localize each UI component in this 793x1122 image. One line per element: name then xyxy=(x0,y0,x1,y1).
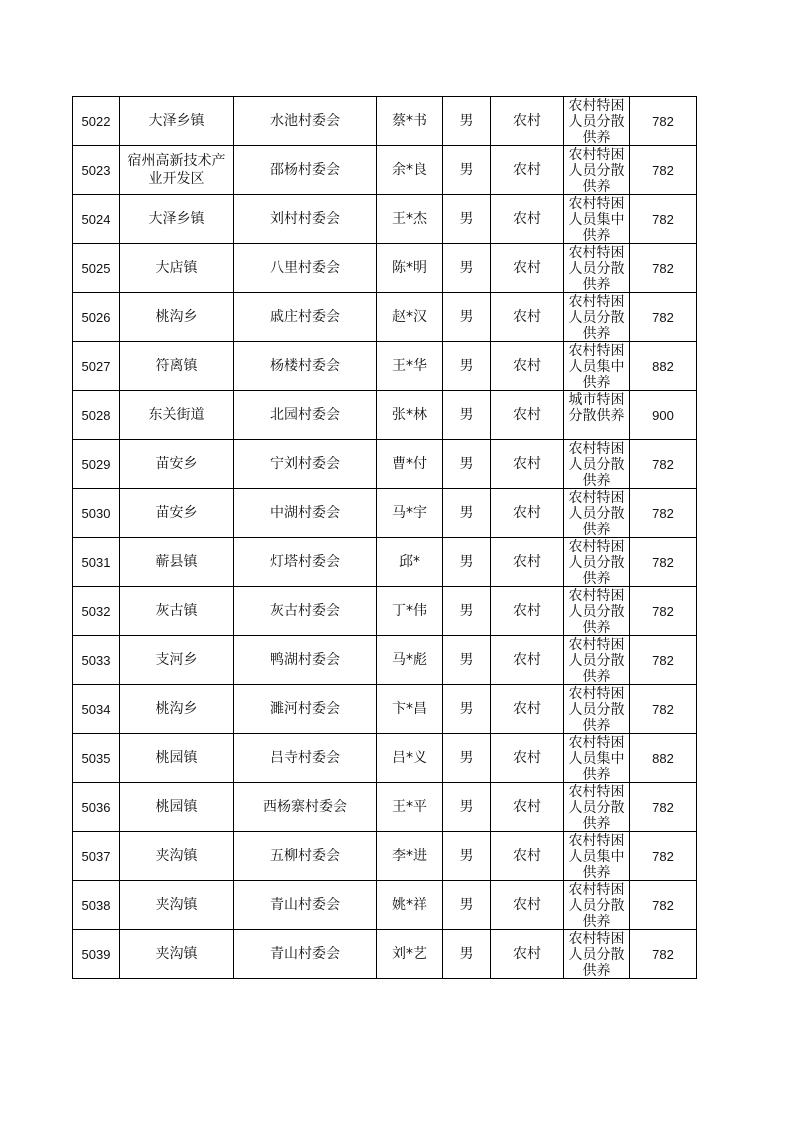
category-cell xyxy=(564,783,630,832)
table-row xyxy=(73,636,697,685)
village-cell: 吕寺村委会 xyxy=(234,734,377,783)
category-cell xyxy=(564,930,630,979)
area-cell: 农村 xyxy=(491,97,564,146)
person-name: 王*平 xyxy=(377,783,443,832)
area-cell: 农村 xyxy=(491,783,564,832)
gender-cell: 男 xyxy=(443,636,491,685)
person-name: 赵*汉 xyxy=(377,293,443,342)
amount-cell: 782 xyxy=(630,440,697,489)
town-cell xyxy=(120,685,234,734)
village-cell: 北园村委会 xyxy=(234,391,377,440)
amount-cell: 882 xyxy=(630,734,697,783)
category-cell xyxy=(564,440,630,489)
record-id: 5033 xyxy=(73,636,120,685)
gender-cell: 男 xyxy=(443,489,491,538)
category-cell xyxy=(564,685,630,734)
town-cell xyxy=(120,538,234,587)
village-cell: 水池村委会 xyxy=(234,97,377,146)
category-text: 农村特困人员分散供养 xyxy=(568,244,625,292)
village-cell: 青山村委会 xyxy=(234,930,377,979)
table-row xyxy=(73,342,697,391)
category-cell xyxy=(564,734,630,783)
table-row xyxy=(73,538,697,587)
person-name: 马*彪 xyxy=(377,636,443,685)
category-cell xyxy=(564,881,630,930)
amount-cell: 782 xyxy=(630,489,697,538)
area-cell: 农村 xyxy=(491,391,564,440)
record-id: 5027 xyxy=(73,342,120,391)
category-text: 农村特困人员分散供养 xyxy=(568,685,625,733)
category-text: 农村特困人员分散供养 xyxy=(568,930,625,978)
person-name: 张*林 xyxy=(377,391,443,440)
area-cell: 农村 xyxy=(491,881,564,930)
town-name: 桃园镇 xyxy=(155,799,198,815)
village-cell: 邵杨村委会 xyxy=(234,146,377,195)
gender-cell: 男 xyxy=(443,587,491,636)
amount-cell: 782 xyxy=(630,636,697,685)
category-text: 城市特困分散供养 xyxy=(568,391,625,424)
village-cell: 灯塔村委会 xyxy=(234,538,377,587)
town-name: 蕲县镇 xyxy=(155,554,198,570)
person-name: 邱* xyxy=(377,538,443,587)
area-cell: 农村 xyxy=(491,293,564,342)
category-cell xyxy=(564,342,630,391)
category-text: 农村特困人员集中供养 xyxy=(568,832,625,880)
town-cell xyxy=(120,881,234,930)
area-cell: 农村 xyxy=(491,832,564,881)
amount-cell: 882 xyxy=(630,342,697,391)
town-cell xyxy=(120,342,234,391)
table-row xyxy=(73,293,697,342)
village-cell: 戚庄村委会 xyxy=(234,293,377,342)
town-name: 东关街道 xyxy=(148,407,205,423)
category-text: 农村特困人员分散供养 xyxy=(568,293,625,341)
category-text: 农村特困人员分散供养 xyxy=(568,783,625,831)
gender-cell: 男 xyxy=(443,293,491,342)
record-id: 5039 xyxy=(73,930,120,979)
person-name: 王*杰 xyxy=(377,195,443,244)
table-row xyxy=(73,832,697,881)
area-cell: 农村 xyxy=(491,342,564,391)
table-row xyxy=(73,97,697,146)
record-id: 5038 xyxy=(73,881,120,930)
record-id: 5023 xyxy=(73,146,120,195)
area-cell: 农村 xyxy=(491,146,564,195)
table-body xyxy=(73,97,697,979)
gender-cell: 男 xyxy=(443,195,491,244)
town-cell xyxy=(120,97,234,146)
table-row xyxy=(73,489,697,538)
category-cell xyxy=(564,832,630,881)
town-name: 宿州高新技术产业开发区 xyxy=(127,153,226,187)
town-cell xyxy=(120,587,234,636)
amount-cell: 782 xyxy=(630,538,697,587)
table-row xyxy=(73,195,697,244)
town-name: 夹沟镇 xyxy=(155,897,198,913)
records-table xyxy=(72,96,697,979)
amount-cell: 782 xyxy=(630,244,697,293)
record-id: 5022 xyxy=(73,97,120,146)
village-cell: 刘村村委会 xyxy=(234,195,377,244)
gender-cell: 男 xyxy=(443,881,491,930)
town-cell xyxy=(120,636,234,685)
gender-cell: 男 xyxy=(443,97,491,146)
town-name: 大泽乡镇 xyxy=(148,113,205,129)
table-row xyxy=(73,391,697,440)
town-name: 桃园镇 xyxy=(155,750,198,766)
gender-cell: 男 xyxy=(443,832,491,881)
category-cell xyxy=(564,97,630,146)
table-row xyxy=(73,244,697,293)
area-cell: 农村 xyxy=(491,195,564,244)
amount-cell: 782 xyxy=(630,587,697,636)
record-id: 5030 xyxy=(73,489,120,538)
category-text: 农村特困人员分散供养 xyxy=(568,538,625,586)
category-cell xyxy=(564,146,630,195)
gender-cell: 男 xyxy=(443,930,491,979)
amount-cell: 782 xyxy=(630,685,697,734)
village-cell: 八里村委会 xyxy=(234,244,377,293)
person-name: 刘*艺 xyxy=(377,930,443,979)
record-id: 5035 xyxy=(73,734,120,783)
table-row xyxy=(73,685,697,734)
town-name: 大店镇 xyxy=(155,260,198,276)
person-name: 蔡*书 xyxy=(377,97,443,146)
amount-cell: 782 xyxy=(630,293,697,342)
area-cell: 农村 xyxy=(491,489,564,538)
town-name: 支河乡 xyxy=(155,652,198,668)
category-text: 农村特困人员集中供养 xyxy=(568,734,625,782)
gender-cell: 男 xyxy=(443,146,491,195)
person-name: 姚*祥 xyxy=(377,881,443,930)
person-name: 王*华 xyxy=(377,342,443,391)
category-text: 农村特困人员分散供养 xyxy=(568,440,625,488)
village-cell: 中湖村委会 xyxy=(234,489,377,538)
person-name: 余*良 xyxy=(377,146,443,195)
area-cell: 农村 xyxy=(491,685,564,734)
town-cell xyxy=(120,293,234,342)
person-name: 卞*昌 xyxy=(377,685,443,734)
town-name: 桃沟乡 xyxy=(155,309,198,325)
gender-cell: 男 xyxy=(443,685,491,734)
town-name: 夹沟镇 xyxy=(155,848,198,864)
category-cell xyxy=(564,636,630,685)
category-cell xyxy=(564,489,630,538)
village-cell: 青山村委会 xyxy=(234,881,377,930)
category-text: 农村特困人员分散供养 xyxy=(568,489,625,537)
area-cell: 农村 xyxy=(491,587,564,636)
person-name: 丁*伟 xyxy=(377,587,443,636)
amount-cell: 782 xyxy=(630,881,697,930)
category-text: 农村特困人员分散供养 xyxy=(568,146,625,194)
category-cell xyxy=(564,538,630,587)
amount-cell: 782 xyxy=(630,783,697,832)
gender-cell: 男 xyxy=(443,391,491,440)
category-text: 农村特困人员分散供养 xyxy=(568,587,625,635)
area-cell: 农村 xyxy=(491,538,564,587)
town-cell xyxy=(120,391,234,440)
town-name: 夹沟镇 xyxy=(155,946,198,962)
gender-cell: 男 xyxy=(443,783,491,832)
amount-cell: 782 xyxy=(630,930,697,979)
record-id: 5034 xyxy=(73,685,120,734)
area-cell: 农村 xyxy=(491,244,564,293)
category-cell xyxy=(564,195,630,244)
category-text: 农村特困人员分散供养 xyxy=(568,636,625,684)
amount-cell: 900 xyxy=(630,391,697,440)
table-row xyxy=(73,587,697,636)
town-cell xyxy=(120,832,234,881)
table-row xyxy=(73,930,697,979)
town-cell xyxy=(120,783,234,832)
category-cell xyxy=(564,244,630,293)
record-id: 5026 xyxy=(73,293,120,342)
category-text: 农村特困人员分散供养 xyxy=(568,97,625,145)
gender-cell: 男 xyxy=(443,538,491,587)
amount-cell: 782 xyxy=(630,195,697,244)
record-id: 5032 xyxy=(73,587,120,636)
category-text: 农村特困人员分散供养 xyxy=(568,881,625,929)
category-cell xyxy=(564,391,630,440)
table-row xyxy=(73,881,697,930)
gender-cell: 男 xyxy=(443,342,491,391)
village-cell: 五柳村委会 xyxy=(234,832,377,881)
area-cell: 农村 xyxy=(491,440,564,489)
town-cell xyxy=(120,195,234,244)
area-cell: 农村 xyxy=(491,930,564,979)
town-name: 大泽乡镇 xyxy=(148,211,205,227)
record-id: 5025 xyxy=(73,244,120,293)
table-row xyxy=(73,734,697,783)
category-text: 农村特困人员集中供养 xyxy=(568,195,625,243)
category-text: 农村特困人员集中供养 xyxy=(568,342,625,390)
record-id: 5037 xyxy=(73,832,120,881)
gender-cell: 男 xyxy=(443,440,491,489)
village-cell: 杨楼村委会 xyxy=(234,342,377,391)
amount-cell: 782 xyxy=(630,832,697,881)
area-cell: 农村 xyxy=(491,636,564,685)
town-cell xyxy=(120,440,234,489)
person-name: 马*宇 xyxy=(377,489,443,538)
record-id: 5029 xyxy=(73,440,120,489)
category-cell xyxy=(564,587,630,636)
town-cell xyxy=(120,146,234,195)
table-row xyxy=(73,146,697,195)
table-row xyxy=(73,783,697,832)
town-name: 灰古镇 xyxy=(155,603,198,619)
table-row xyxy=(73,440,697,489)
record-id: 5036 xyxy=(73,783,120,832)
town-cell xyxy=(120,244,234,293)
town-name: 苗安乡 xyxy=(155,505,198,521)
town-cell xyxy=(120,489,234,538)
person-name: 陈*明 xyxy=(377,244,443,293)
town-name: 符离镇 xyxy=(155,358,198,374)
amount-cell: 782 xyxy=(630,146,697,195)
category-cell xyxy=(564,293,630,342)
town-name: 苗安乡 xyxy=(155,456,198,472)
town-cell xyxy=(120,930,234,979)
village-cell: 灰古村委会 xyxy=(234,587,377,636)
person-name: 李*进 xyxy=(377,832,443,881)
village-cell: 鸭湖村委会 xyxy=(234,636,377,685)
record-id: 5028 xyxy=(73,391,120,440)
village-cell: 宁刘村委会 xyxy=(234,440,377,489)
person-name: 吕*义 xyxy=(377,734,443,783)
person-name: 曹*付 xyxy=(377,440,443,489)
gender-cell: 男 xyxy=(443,734,491,783)
record-id: 5031 xyxy=(73,538,120,587)
amount-cell: 782 xyxy=(630,97,697,146)
village-cell: 西杨寨村委会 xyxy=(234,783,377,832)
town-cell xyxy=(120,734,234,783)
record-id: 5024 xyxy=(73,195,120,244)
town-name: 桃沟乡 xyxy=(155,701,198,717)
village-cell: 濉河村委会 xyxy=(234,685,377,734)
area-cell: 农村 xyxy=(491,734,564,783)
gender-cell: 男 xyxy=(443,244,491,293)
